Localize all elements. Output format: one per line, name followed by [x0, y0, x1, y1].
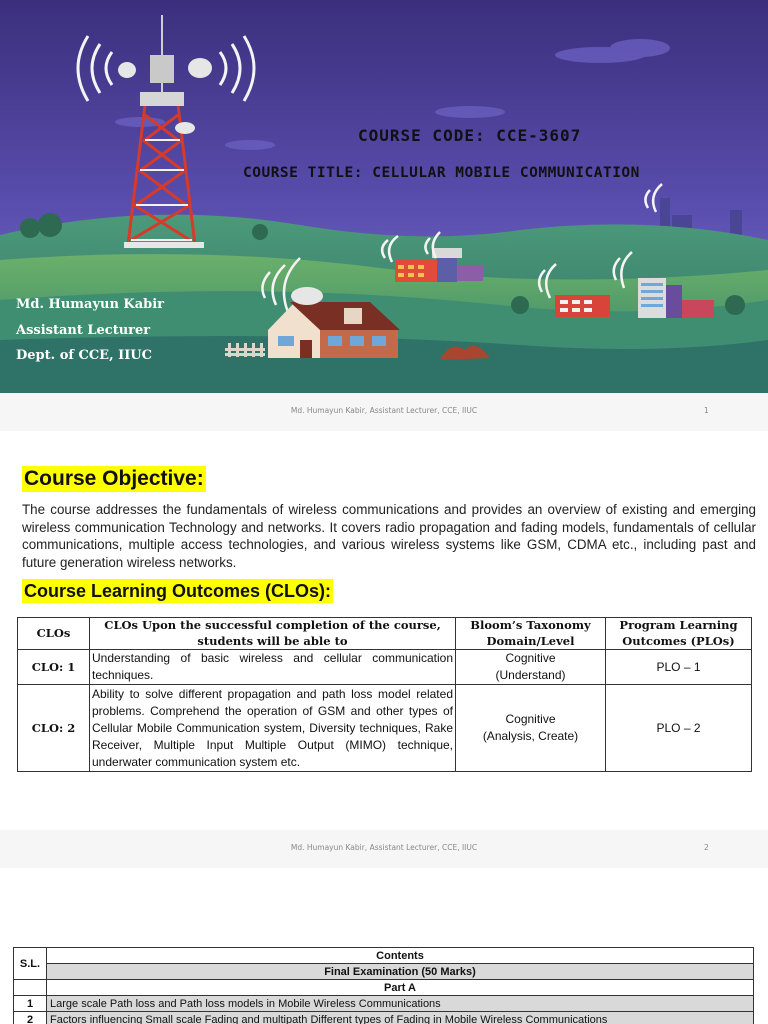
contents-table — [13, 947, 754, 1024]
page-number: 1 — [704, 406, 709, 415]
bloom-level-text: (Understand) — [495, 668, 566, 682]
item-text: Large scale Path loss and Path loss models in Mobile Wireless Communications — [47, 996, 754, 1012]
table-header-row — [14, 948, 754, 964]
footer-text: Md. Humayun Kabir, Assistant Lecturer, CCE, IIUC — [290, 406, 478, 415]
empty-cell — [14, 980, 47, 996]
course-code: COURSE CODE: CCE-3607 — [358, 126, 582, 145]
bloom-level — [456, 650, 606, 685]
bloom-domain: Cognitive — [505, 651, 556, 665]
author-block — [16, 292, 164, 369]
slide-footer — [0, 830, 768, 868]
course-objective-slide — [0, 433, 768, 830]
item-number: 2 — [14, 1012, 47, 1024]
clo-description: Ability to solve different propagation and path loss model related problems. Comprehend the operation of GSM and other types of Cellular Mobile Communication system, Diversity techniques, Rake Receiver, Multiple Input Multiple Output (MIMO) technique, underwater communication system etc. — [90, 685, 456, 772]
exam-header: Final Examination (50 Marks) — [47, 964, 754, 980]
contents-slide — [0, 868, 768, 1024]
column-header: Bloom’s Taxonomy Domain/Level — [456, 618, 606, 650]
clo-table — [17, 617, 752, 772]
course-title: COURSE TITLE: CELLULAR MOBILE COMMUNICATION — [243, 165, 640, 181]
contents-header: Contents — [47, 948, 754, 964]
sl-header: S.L. — [14, 948, 47, 980]
objective-heading: Course Objective: — [24, 467, 204, 490]
column-header: Program Learning Outcomes (PLOs) — [606, 618, 752, 650]
column-header: CLOs — [18, 618, 90, 650]
bloom-level-text: (Analysis, Create) — [482, 729, 579, 743]
table-header-row — [14, 964, 754, 980]
part-header: Part A — [47, 980, 754, 996]
bloom-level — [456, 685, 606, 772]
plo-value: PLO – 1 — [606, 650, 752, 685]
table-header-row — [14, 980, 754, 996]
clo-id: CLO: 2 — [18, 685, 90, 772]
table-header-row — [18, 618, 752, 650]
table-row — [14, 996, 754, 1012]
title-slide — [0, 0, 768, 393]
item-number: 1 — [14, 996, 47, 1012]
table-row — [18, 685, 752, 772]
author-name: Md. Humayun Kabir — [16, 297, 165, 312]
clo-description: Understanding of basic wireless and cellular communication techniques. — [90, 650, 456, 685]
slide-footer — [0, 393, 768, 431]
plo-value: PLO – 2 — [606, 685, 752, 772]
author-department: Dept. of CCE, IIUC — [16, 348, 152, 363]
bloom-domain: Cognitive — [505, 712, 556, 726]
table-row — [18, 650, 752, 685]
table-row — [14, 1012, 754, 1024]
footer-text: Md. Humayun Kabir, Assistant Lecturer, CCE, IIUC — [290, 843, 478, 852]
clo-heading: Course Learning Outcomes (CLOs): — [24, 581, 332, 601]
column-header: CLOs Upon the successful completion of the course, students will be able to — [90, 618, 456, 650]
clo-id: CLO: 1 — [18, 650, 90, 685]
objective-text: The course addresses the fundamentals of wireless communications and provides an overview of existing and emerging wireless communication Technology and networks. It covers radio propagation and fading models, fundamentals of cellular communications, multiple access technologies, and various wireless systems like GSM, CDMA etc., including past and future generation wireless networks. — [22, 502, 756, 570]
author-position: Assistant Lecturer — [16, 322, 151, 338]
item-text: Factors influencing Small scale Fading and multipath Different types of Fading in Mobile Wireless Communications — [47, 1012, 754, 1024]
page-number: 2 — [704, 843, 709, 852]
